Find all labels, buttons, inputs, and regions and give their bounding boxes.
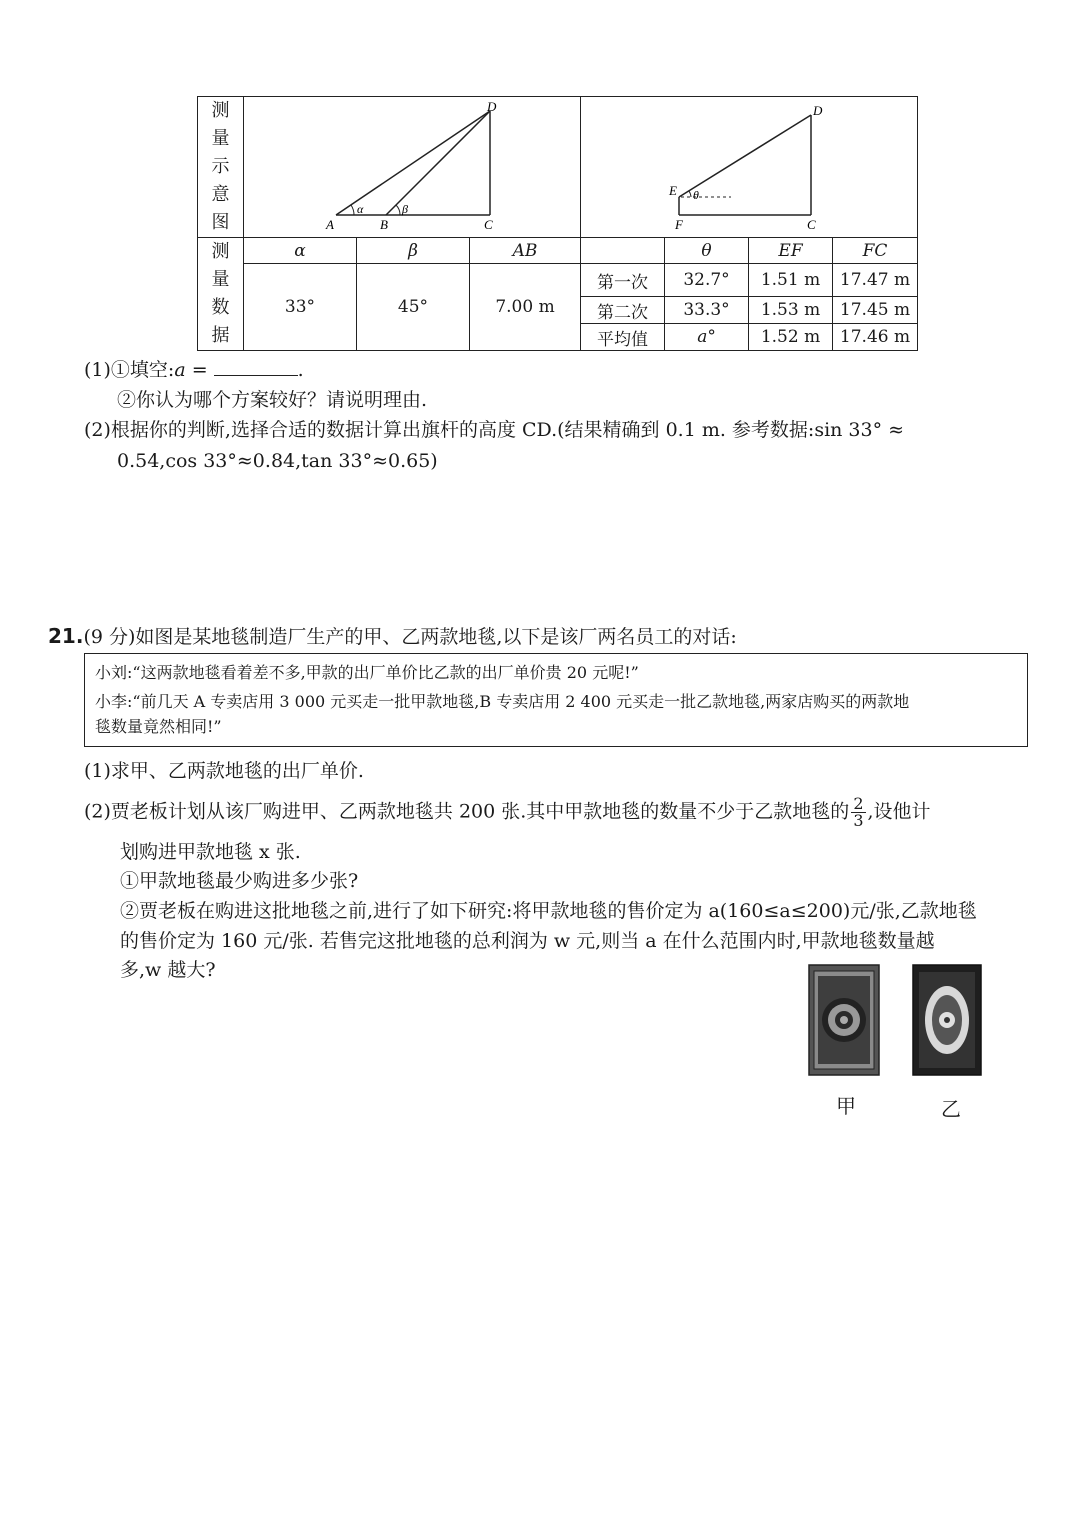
carpet-yi-label: 乙 bbox=[941, 1097, 961, 1121]
header-beta: β bbox=[357, 238, 470, 264]
q21-intro: 21.(9 分)如图是某地毯制造厂生产的甲、乙两款地毯,以下是该厂两名员工的对话: bbox=[48, 624, 737, 648]
label-alpha: α bbox=[357, 202, 364, 216]
dialog-line: 小刘:“这两款地毯看着差不多,甲款的出厂单价比乙款的出厂单价贵 20 元呢!” bbox=[95, 663, 639, 682]
arc-theta bbox=[689, 191, 691, 197]
diagram-2-cell bbox=[581, 97, 918, 238]
value-ef-average: 1.52 m bbox=[749, 324, 833, 351]
question-number: 21. bbox=[48, 624, 84, 648]
line-bd bbox=[386, 111, 490, 215]
header-blank bbox=[581, 238, 665, 264]
row-label-diagram: 测 量 示 意 图 bbox=[198, 97, 244, 238]
fraction-two-thirds: $\frac{2}{3}$ bbox=[853, 794, 864, 830]
label-e: E bbox=[669, 183, 677, 198]
value-fc-second: 17.45 m bbox=[833, 297, 918, 324]
triangle-diagram-2 bbox=[581, 97, 917, 235]
carpet-yi-image bbox=[912, 964, 982, 1076]
value-theta-second: 33.3° bbox=[665, 297, 749, 324]
q21-part2-line2: 划购进甲款地毯 x 张. bbox=[120, 841, 301, 863]
dialog-line: 小李:“前几天 A 专卖店用 3 000 元买走一批甲款地毯,B 专卖店用 2 400 元买走一批乙款地毯,两家店购买的两款地 bbox=[95, 692, 910, 711]
dialog-box bbox=[84, 653, 1028, 747]
q21-part2b-line2: 的售价定为 160 元/张. 若售完这批地毯的总利润为 w 元,则当 a 在什么范围内时,甲款地毯数量越 bbox=[120, 930, 935, 952]
q20-part2-line1: (2)根据你的判断,选择合适的数据计算出旗杆的高度 CD.(结果精确到 0.1 m. 参考数据:sin 33° ≈ bbox=[84, 419, 905, 441]
q20-part1b: ②你认为哪个方案较好？请说明理由. bbox=[117, 389, 428, 411]
label-c: C bbox=[484, 217, 493, 232]
header-ab: AB bbox=[470, 238, 581, 264]
q20-part1a: (1)①填空:a = . bbox=[84, 359, 304, 381]
q21-part2-line1: (2)贾老板计划从该厂购进甲、乙两款地毯共 200 张.其中甲款地毯的数量不少于乙款地毯的 $\frac{2}{3}$ ,设他计 bbox=[84, 794, 931, 830]
value-theta-average: a° bbox=[665, 324, 749, 351]
value-ef-first: 1.51 m bbox=[749, 264, 833, 297]
q21-part2a: ①甲款地毯最少购进多少张? bbox=[120, 870, 359, 892]
q21-part2b-line1: ②贾老板在购进这批地毯之前,进行了如下研究:将甲款地毯的售价定为 a(160≤a≤200)元/张,乙款地毯 bbox=[120, 900, 977, 922]
answer-blank[interactable] bbox=[214, 357, 298, 376]
value-fc-average: 17.46 m bbox=[833, 324, 918, 351]
carpet-jia-label: 甲 bbox=[836, 1094, 856, 1118]
label-b: B bbox=[380, 217, 388, 232]
carpet-jia-image bbox=[808, 964, 880, 1076]
q21-part2b-line3: 多,w 越大? bbox=[120, 959, 216, 981]
value-ab: 7.00 m bbox=[470, 264, 581, 351]
dialog-line: 毯数量竟然相同!” bbox=[95, 717, 222, 736]
diagram-1-cell bbox=[244, 97, 581, 238]
row-label-first: 第一次 bbox=[581, 264, 665, 297]
row-label-average: 平均值 bbox=[581, 324, 665, 351]
q21-part1: (1)求甲、乙两款地毯的出厂单价. bbox=[84, 760, 364, 782]
triangle-diagram-1 bbox=[244, 97, 580, 235]
line-ad bbox=[336, 111, 490, 215]
value-beta: 45° bbox=[357, 264, 470, 351]
q20-part2-line2: 0.54,cos 33°≈0.84,tan 33°≈0.65) bbox=[117, 450, 438, 472]
value-theta-first: 32.7° bbox=[665, 264, 749, 297]
label-theta: θ bbox=[693, 188, 699, 202]
header-fc: FC bbox=[833, 238, 918, 264]
arc-alpha bbox=[351, 205, 354, 215]
label-a: A bbox=[326, 217, 334, 232]
header-ef: EF bbox=[749, 238, 833, 264]
label-d: D bbox=[487, 99, 497, 114]
label-beta: β bbox=[402, 202, 408, 216]
measurement-table bbox=[197, 96, 917, 348]
label-d: D bbox=[813, 103, 823, 118]
label-f: F bbox=[675, 217, 683, 232]
row-label-data: 测 量 数 据 bbox=[198, 238, 244, 351]
row-label-second: 第二次 bbox=[581, 297, 665, 324]
line-ed bbox=[679, 115, 811, 197]
header-theta: θ bbox=[665, 238, 749, 264]
value-ef-second: 1.53 m bbox=[749, 297, 833, 324]
label-c: C bbox=[807, 217, 816, 232]
arc-beta bbox=[396, 205, 400, 215]
header-alpha: α bbox=[244, 238, 357, 264]
value-alpha: 33° bbox=[244, 264, 357, 351]
value-fc-first: 17.47 m bbox=[833, 264, 918, 297]
